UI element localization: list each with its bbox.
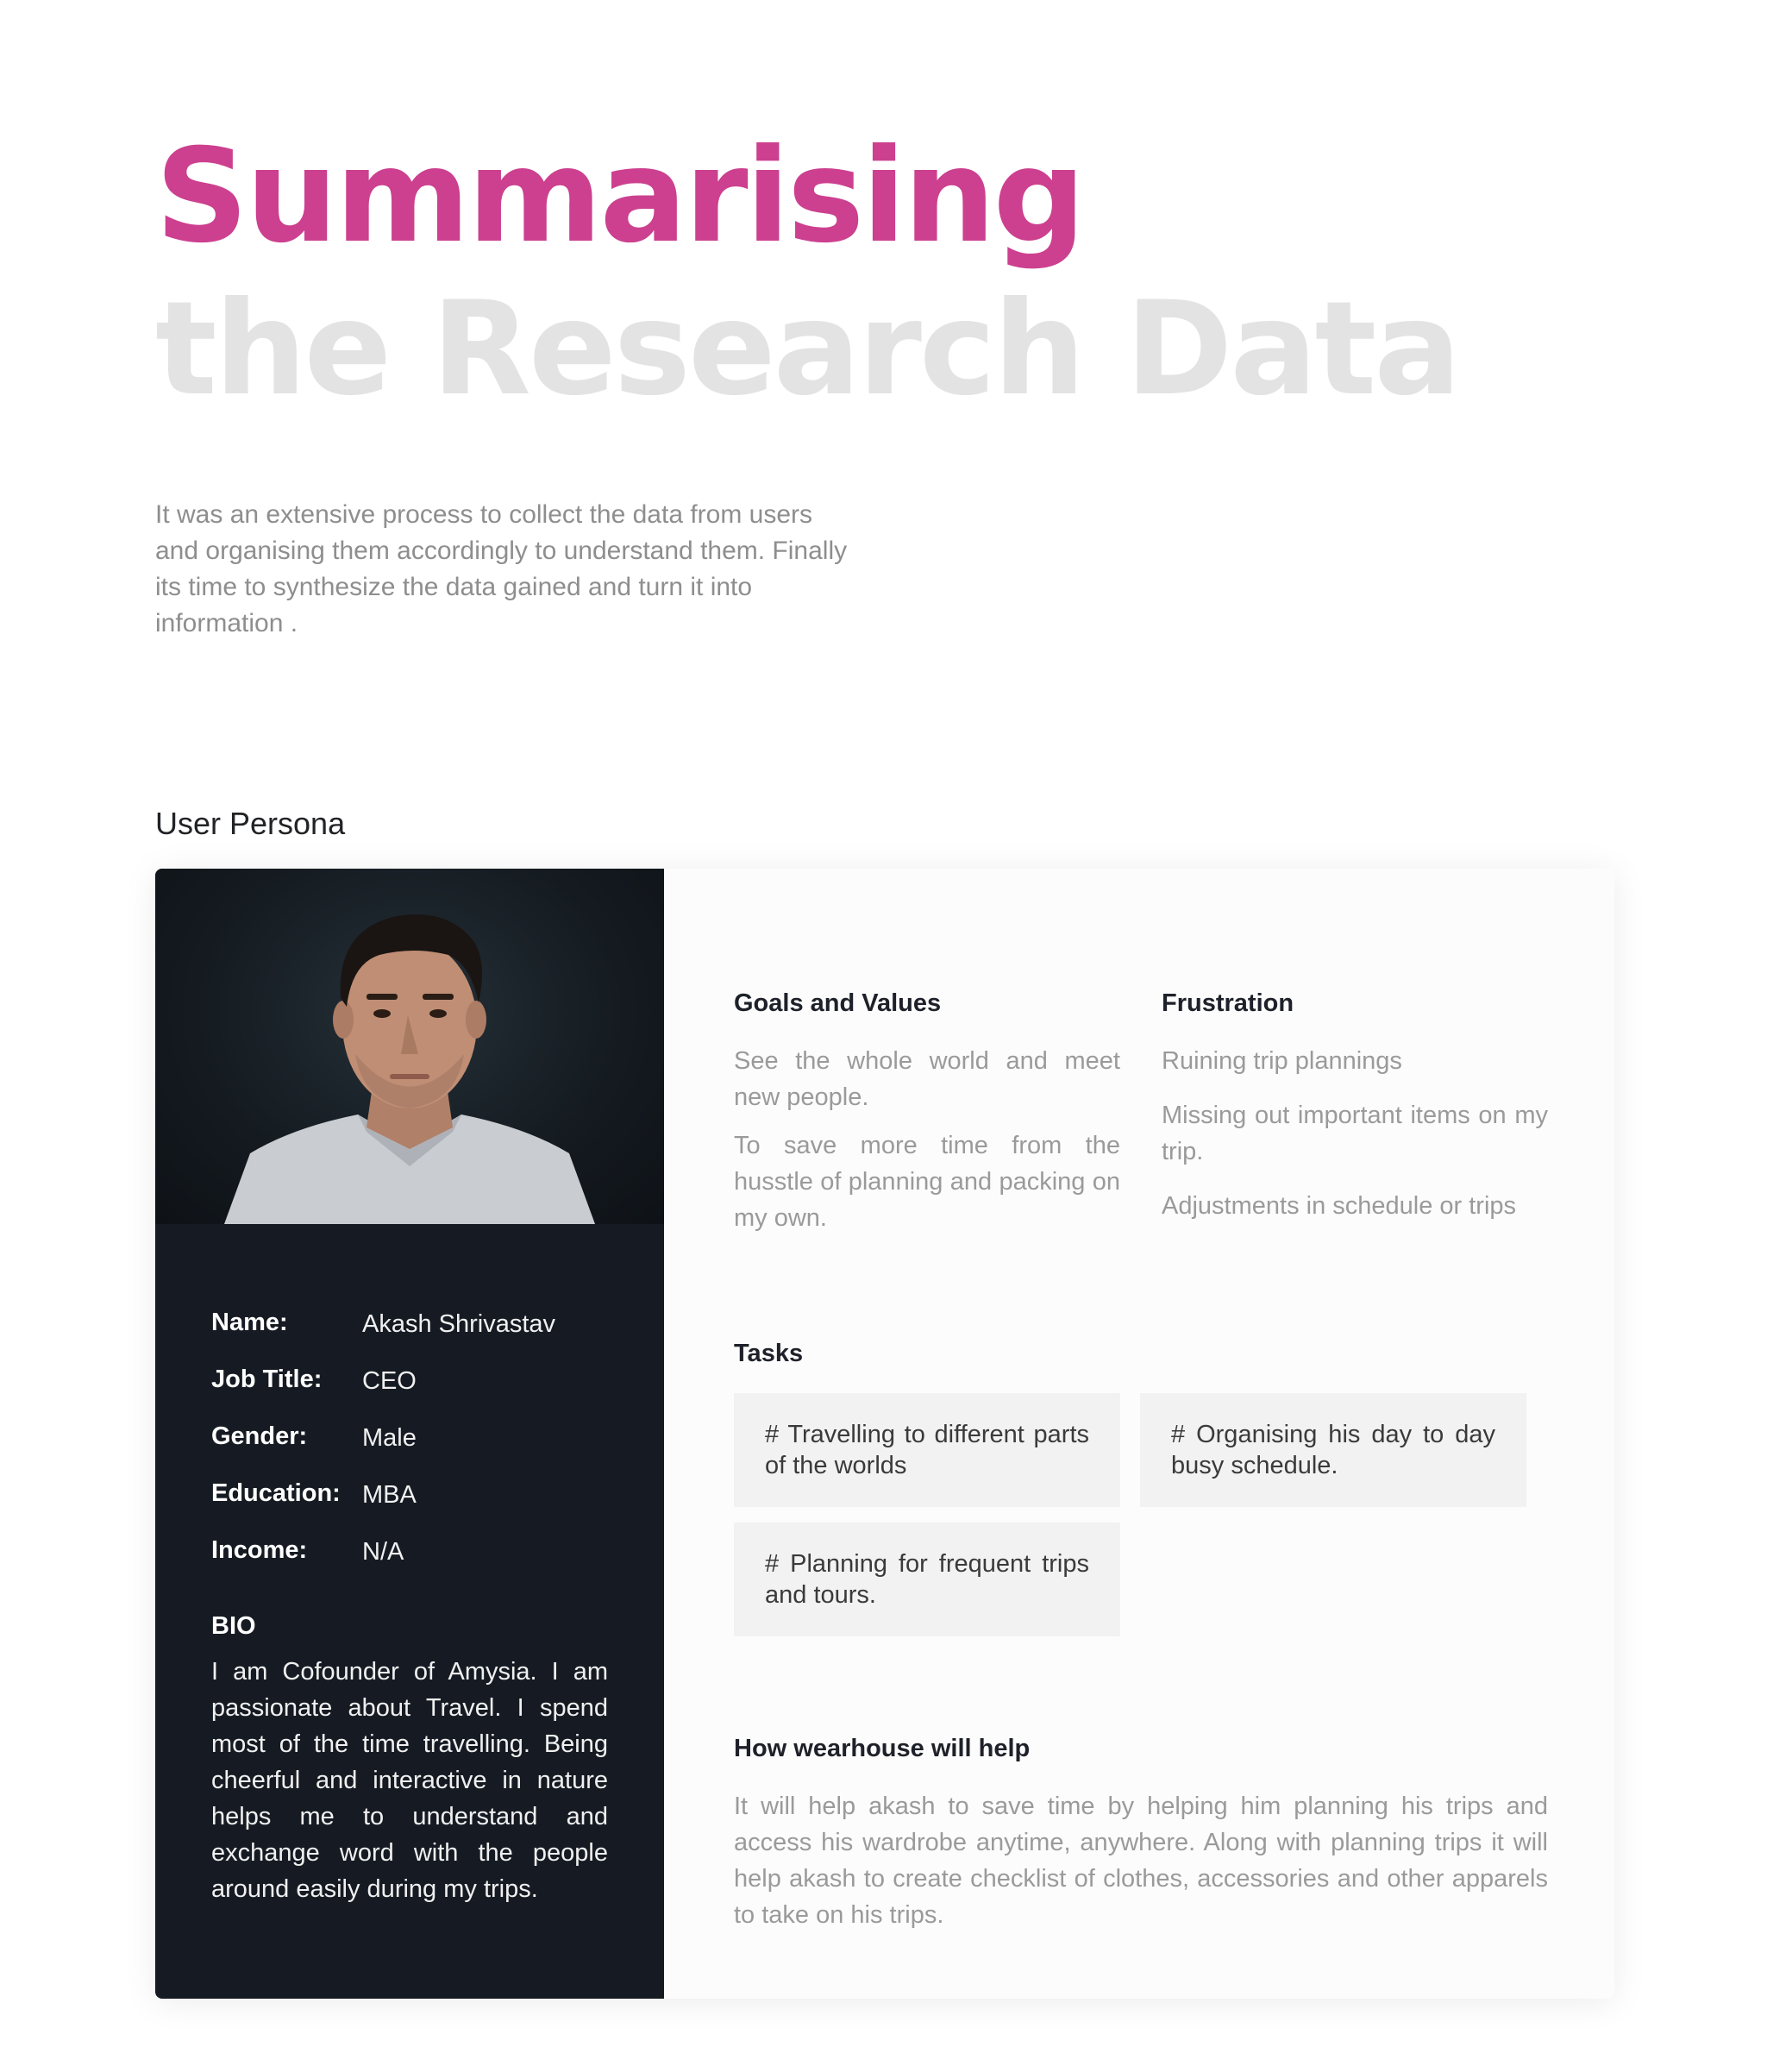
- field-label: Job Title:: [211, 1366, 323, 1393]
- goal-item: To save more time from the husstle of planning and packing on my own.: [734, 1132, 1120, 1232]
- frustration-heading: Frustration: [1162, 989, 1294, 1017]
- intro-paragraph: It was an extensive process to collect the data from users and organising them accordingly to understand them. Finally its time to synthesize the data gained and turn it into information .: [155, 500, 848, 637]
- section-title: User Persona: [155, 806, 346, 841]
- goal-item: See the whole world and meet new people.: [734, 1047, 1120, 1111]
- help-heading: How wearhouse will help: [734, 1735, 1031, 1762]
- tasks-heading: Tasks: [734, 1340, 804, 1367]
- field-value: Male: [362, 1424, 417, 1452]
- field-value: MBA: [362, 1481, 417, 1509]
- frustration-item: Adjustments in schedule or trips: [1162, 1192, 1517, 1220]
- field-label: Gender:: [211, 1422, 308, 1450]
- goals-heading: Goals and Values: [734, 989, 942, 1017]
- persona-photo: [155, 869, 664, 1224]
- frustration-item: Ruining trip plannings: [1162, 1047, 1402, 1075]
- field-label: Name:: [211, 1309, 288, 1336]
- hero-title: Summarising: [155, 122, 1083, 272]
- field-value: Akash Shrivastav: [362, 1310, 556, 1338]
- persona-card: [155, 869, 1614, 1999]
- help-text: It will help akash to save time by helping him planning his trips and access his wardrobe anytime, anywhere. Along with planning trips it will help akash to create checklist of clothes, accessories and other apparels to take on his trips.: [734, 1793, 1548, 1929]
- bio-heading: BIO: [211, 1612, 256, 1640]
- task-card: # Organising his day to day busy schedule.: [1140, 1393, 1526, 1507]
- field-label: Income:: [211, 1536, 308, 1564]
- persona-profile-panel: [155, 869, 664, 1999]
- task-card: # Planning for frequent trips and tours.: [734, 1523, 1120, 1636]
- portrait-illustration: [155, 869, 664, 1224]
- field-label: Education:: [211, 1479, 341, 1507]
- frustration-item: Missing out important items on my trip.: [1162, 1102, 1548, 1165]
- field-value: CEO: [362, 1367, 417, 1395]
- task-card: # Travelling to different parts of the worlds: [734, 1393, 1120, 1507]
- bio-text: I am Cofounder of Amysia. I am passionate about Travel. I spend most of the time travelling. Being cheerful and interactive in nature helps me to understand and exchange word with the people around easily during my trips.: [211, 1658, 608, 1903]
- hero-subtitle: the Research Data: [155, 274, 1459, 424]
- field-value: N/A: [362, 1538, 404, 1566]
